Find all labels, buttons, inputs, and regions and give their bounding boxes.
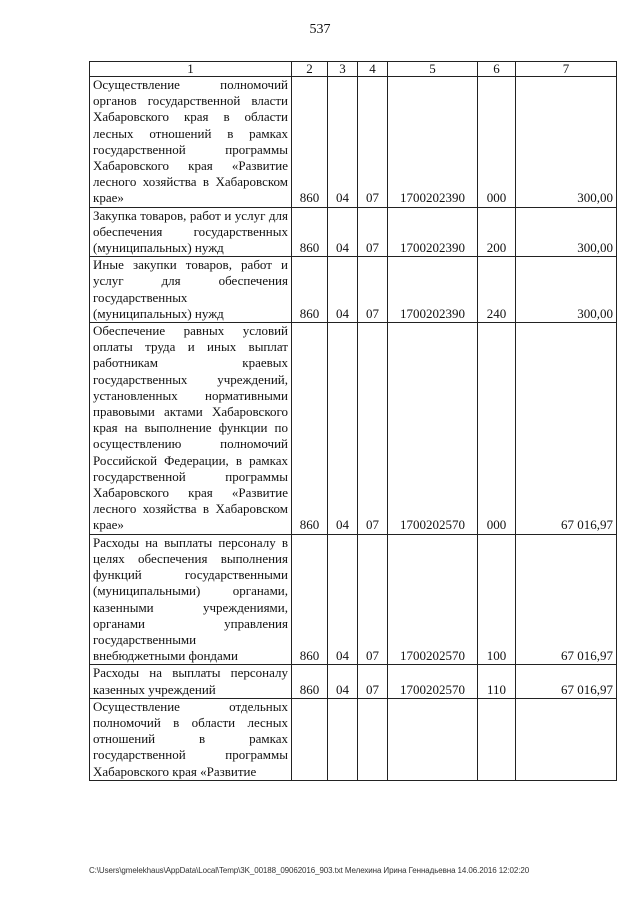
cell-expense-type: 110 [478,665,516,698]
cell-target-article: 1700202570 [388,534,478,665]
row-description: Расходы на выплаты персоналу казенных учреждений [90,665,292,698]
cell-section: 04 [328,77,358,208]
cell-section: 04 [328,257,358,323]
cell-amount: 300,00 [516,257,617,323]
cell-amount: 300,00 [516,207,617,257]
cell-amount: 67 016,97 [516,323,617,535]
cell-expense-type: 200 [478,207,516,257]
cell-admin-code: 860 [292,323,328,535]
header-col-4: 4 [358,62,388,77]
table-row [90,323,617,535]
table-header-row [90,62,617,77]
page-number: 537 [309,22,331,37]
header-col-6: 6 [478,62,516,77]
header-col-1: 1 [90,62,292,77]
cell-expense-type [478,698,516,780]
row-description: Осуществление полномочий органов государственной власти Хабаровского края в области лесных отношений в рамках государственной программы Хабаровского края «Развитие лесного хозяйства в Хабаровском крае» [90,77,292,208]
cell-subsection: 07 [358,665,388,698]
cell-target-article [388,698,478,780]
header-col-5: 5 [388,62,478,77]
cell-admin-code: 860 [292,665,328,698]
cell-target-article: 1700202390 [388,77,478,208]
row-description: Расходы на выплаты персоналу в целях обеспечения выполнения функций государственными (муниципальными) органами, казенными учреждениями, органами управления государственными внебюджетными фондами [90,534,292,665]
footer-file-path: C:\Users\gmelekhaus\AppData\Local\Temp\3K_00188_09062016_903.txt Мелехина Ирина Геннадьевна 14.06.2016 12:02:20 [89,866,530,875]
row-description: Осуществление отдельных полномочий в области лесных отношений в рамках государственной программы Хабаровского края «Развитие [90,698,292,780]
cell-subsection: 07 [358,534,388,665]
table-row [90,77,617,208]
cell-amount: 67 016,97 [516,534,617,665]
cell-subsection: 07 [358,207,388,257]
row-description: Обеспечение равных условий оплаты труда и иных выплат работникам краевых государственных учреждений, установленных нормативными правовыми актами Хабаровского края на выполнение функции по осуществлению полномочий Российской Федерации, в рамках государственной программы Хабаровского края «Развитие лесного хозяйства в Хабаровском крае» [90,323,292,535]
cell-section: 04 [328,207,358,257]
table-row [90,665,617,698]
cell-admin-code: 860 [292,207,328,257]
cell-amount: 67 016,97 [516,665,617,698]
cell-expense-type: 000 [478,77,516,208]
cell-section: 04 [328,665,358,698]
cell-admin-code [292,698,328,780]
table-row [90,257,617,323]
cell-target-article: 1700202570 [388,323,478,535]
cell-admin-code: 860 [292,257,328,323]
table-row [90,534,617,665]
header-col-2: 2 [292,62,328,77]
cell-target-article: 1700202390 [388,207,478,257]
cell-subsection: 07 [358,77,388,208]
cell-section: 04 [328,534,358,665]
cell-expense-type: 000 [478,323,516,535]
row-description: Закупка товаров, работ и услуг для обеспечения государственных (муниципальных) нужд [90,207,292,257]
cell-section [328,698,358,780]
cell-target-article: 1700202390 [388,257,478,323]
cell-target-article: 1700202570 [388,665,478,698]
cell-amount: 300,00 [516,77,617,208]
table-row [90,698,617,780]
cell-admin-code: 860 [292,534,328,665]
header-col-3: 3 [328,62,358,77]
cell-subsection [358,698,388,780]
cell-admin-code: 860 [292,77,328,208]
table-row [90,207,617,257]
budget-table [89,61,617,781]
cell-subsection: 07 [358,323,388,535]
cell-amount [516,698,617,780]
cell-expense-type: 240 [478,257,516,323]
header-col-7: 7 [516,62,617,77]
cell-subsection: 07 [358,257,388,323]
cell-section: 04 [328,323,358,535]
row-description: Иные закупки товаров, работ и услуг для обеспечения государственных (муниципальных) нужд [90,257,292,323]
cell-expense-type: 100 [478,534,516,665]
